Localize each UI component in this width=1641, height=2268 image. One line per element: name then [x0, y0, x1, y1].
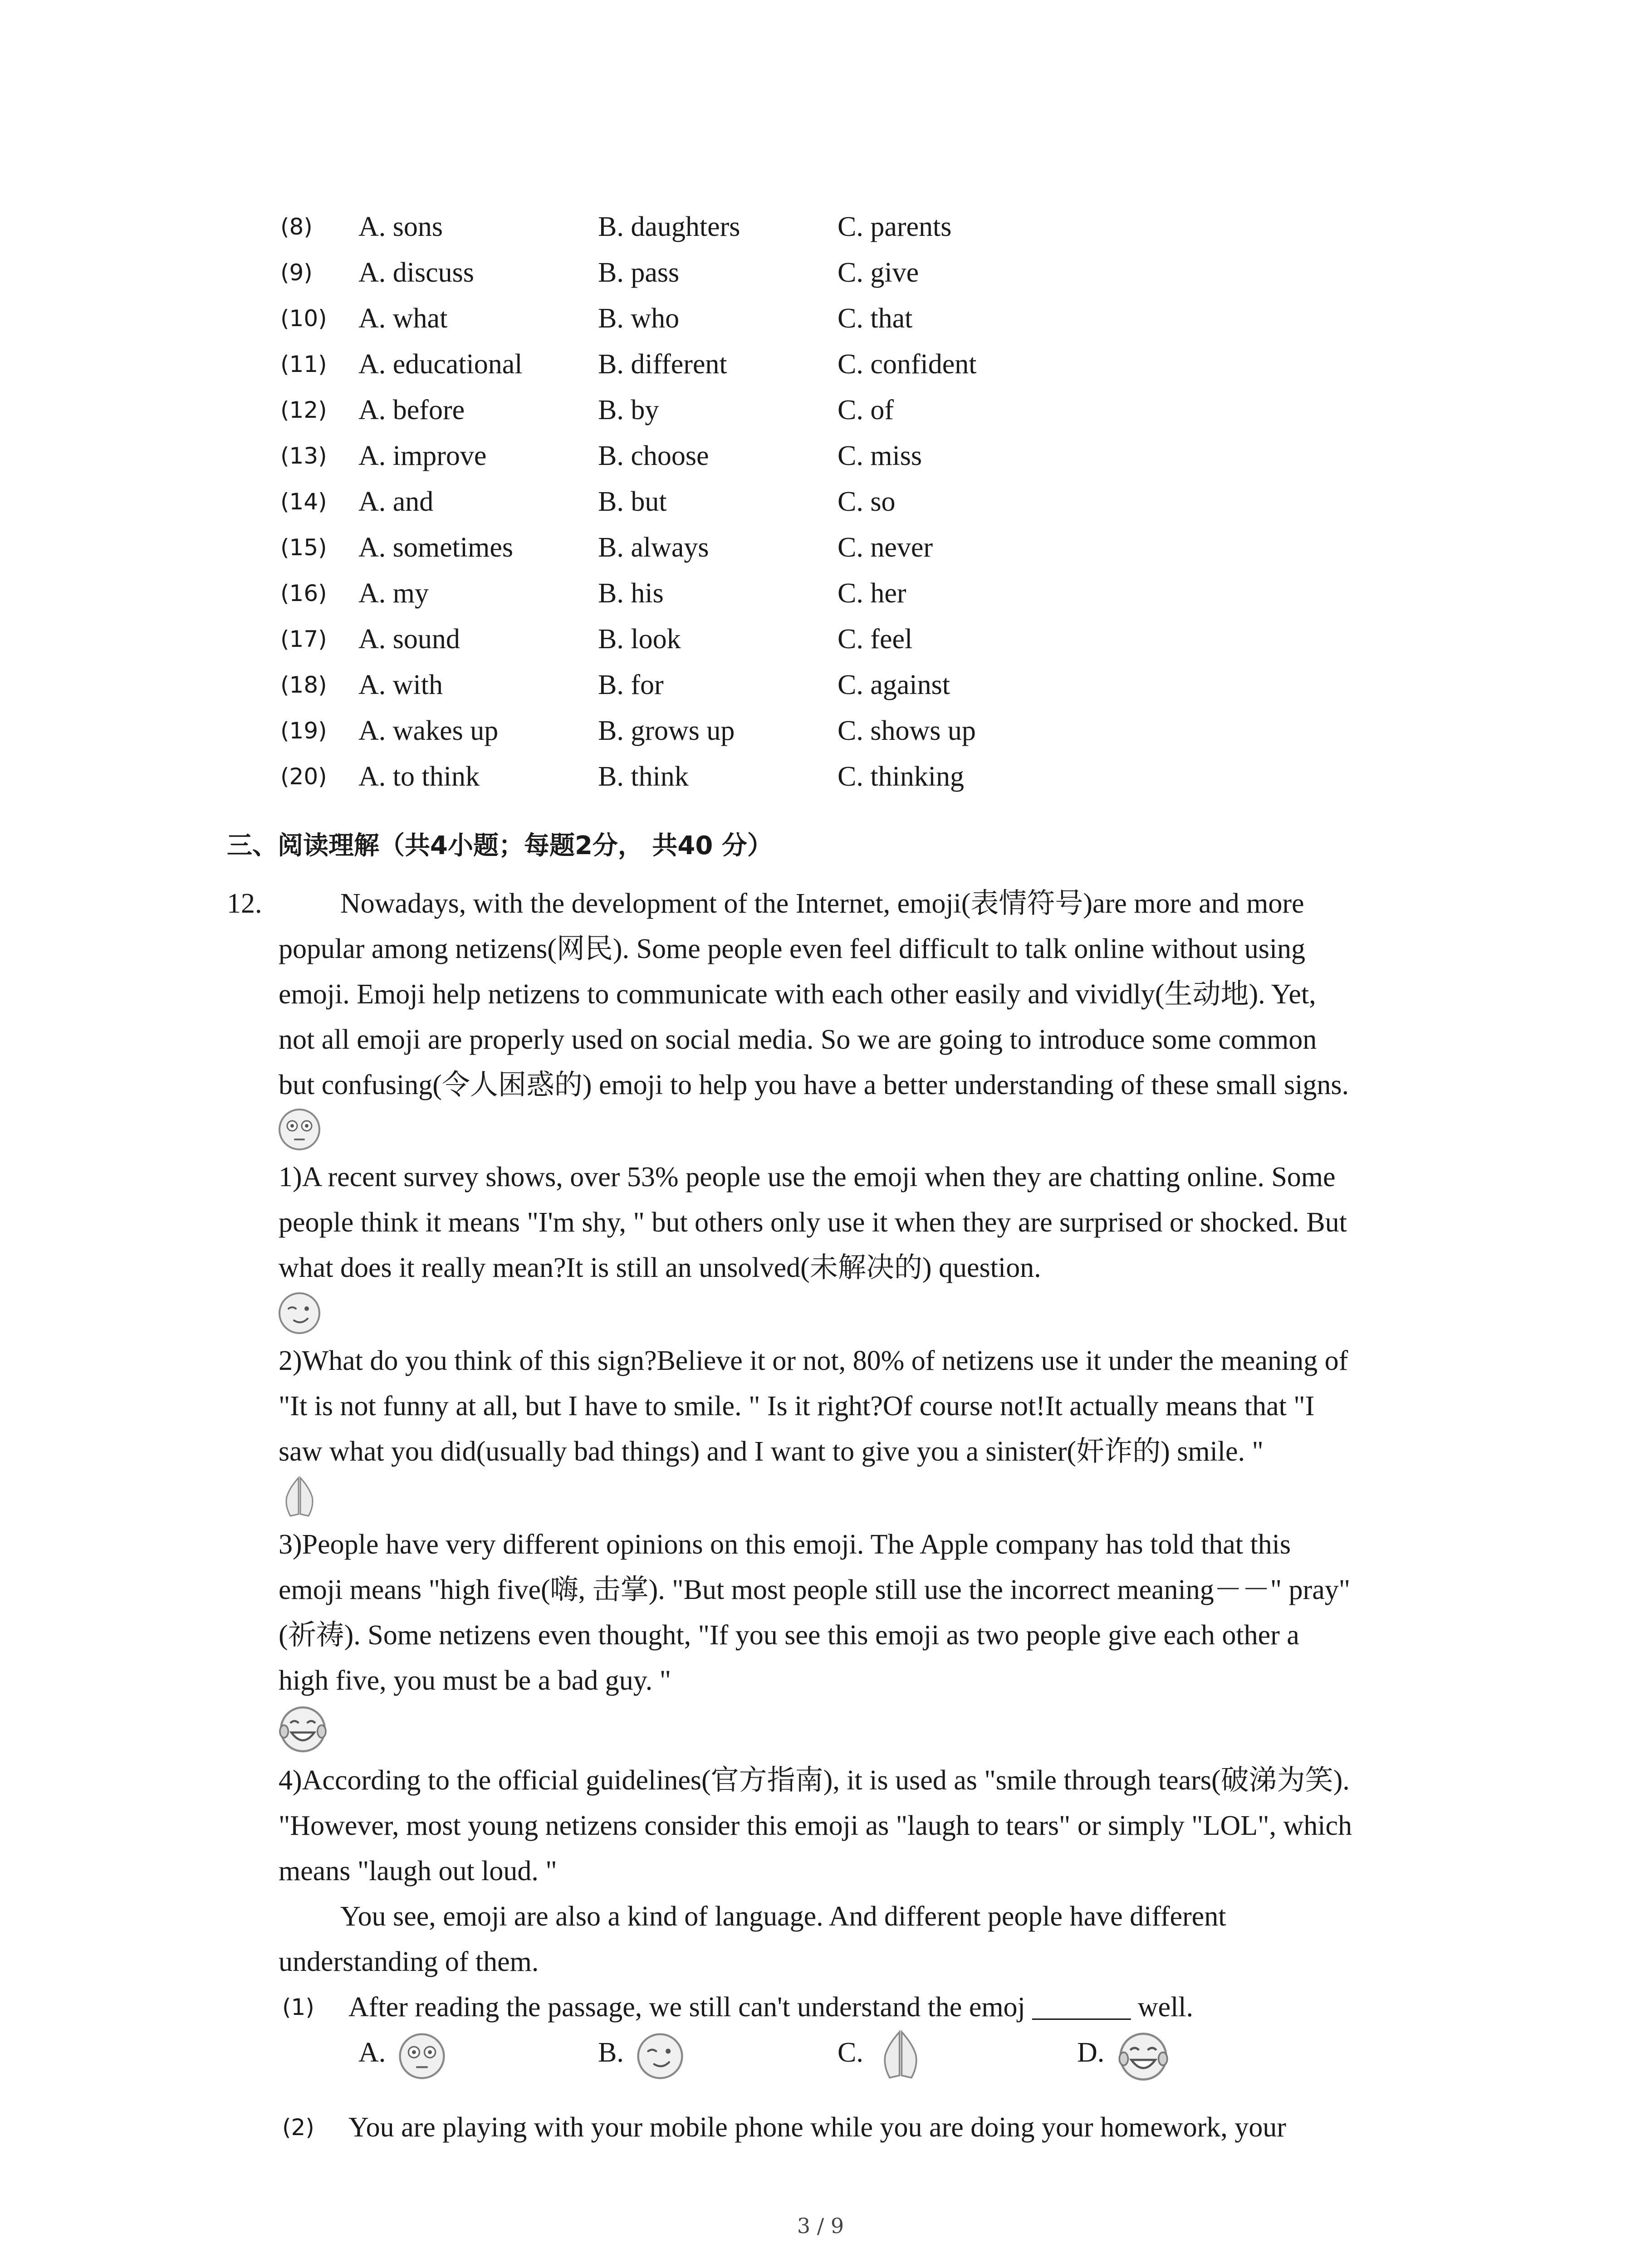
p4-line: means "laugh out loud. " — [279, 1856, 557, 1887]
folded-hands-icon — [873, 2028, 928, 2082]
page-number: 3 / 9 — [797, 2214, 844, 2238]
tears-of-joy-face-icon — [1116, 2029, 1171, 2084]
intro-line: popular among netizens(网民). Some people even feel difficult to talk online without using — [279, 934, 1306, 964]
option-b[interactable]: B. different — [598, 349, 727, 380]
section-title: 三、阅读理解（共4小题；每题2分， 共40 分） — [227, 831, 773, 860]
option-number: (17) — [280, 626, 327, 652]
p1-line: what does it really mean?It is still an unsolved(未解决的) question. — [279, 1252, 1041, 1283]
option-a[interactable]: A. before — [358, 395, 465, 425]
option-a[interactable]: A. sometimes — [358, 532, 513, 563]
p3-line: 3)People have very different opinions on this emoji. The Apple company has told that this — [279, 1529, 1291, 1560]
option-number: (16) — [280, 580, 327, 606]
option-b[interactable]: B. pass — [598, 257, 680, 288]
option-c[interactable]: C. feel — [838, 624, 913, 655]
folded-hands-icon — [277, 1474, 322, 1520]
option-a[interactable]: A. educational — [358, 349, 523, 380]
option-c[interactable]: C. that — [838, 303, 913, 334]
option-number: (10) — [280, 305, 327, 332]
choice-c-label[interactable]: C. — [838, 2037, 863, 2068]
option-a[interactable]: A. with — [358, 670, 443, 700]
option-c[interactable]: C. confident — [838, 349, 977, 380]
p1-line: 1)A recent survey shows, over 53% people use the emoji when they are chatting online. Some — [279, 1162, 1336, 1193]
option-b[interactable]: B. but — [598, 486, 667, 517]
intro-line: but confusing(令人困惑的) emoji to help you have a better understanding of these small signs. — [279, 1070, 1349, 1100]
option-number: (20) — [280, 763, 327, 790]
p2-line: "It is not funny at all, but I have to smile. " Is it right?Of course not!It actually means that "I — [279, 1391, 1315, 1422]
option-c[interactable]: C. of — [838, 395, 894, 425]
choice-d-label[interactable]: D. — [1077, 2037, 1105, 2068]
option-b[interactable]: B. who — [598, 303, 680, 334]
subquestion-1-number: (1) — [282, 1994, 314, 2020]
question-number: 12. — [227, 888, 262, 919]
option-number: (9) — [280, 259, 313, 286]
option-c[interactable]: C. so — [838, 486, 896, 517]
option-a[interactable]: A. and — [358, 486, 434, 517]
intro-line: not all emoji are properly used on social media. So we are going to introduce some common — [279, 1024, 1317, 1055]
p4-line: 4)According to the official guidelines(官方指南), it is used as "smile through tears(破涕为笑). — [279, 1765, 1350, 1796]
option-b[interactable]: B. for — [598, 670, 664, 700]
option-b[interactable]: B. look — [598, 624, 681, 655]
option-b[interactable]: B. daughters — [598, 211, 740, 242]
flushed-face-icon — [397, 2031, 447, 2081]
option-number: (18) — [280, 672, 327, 698]
option-c[interactable]: C. her — [838, 578, 906, 609]
option-a[interactable]: A. wakes up — [358, 715, 499, 746]
option-a[interactable]: A. my — [358, 578, 429, 609]
subquestion-1-text: After reading the passage, we still can't understand the emoj _______ well. — [348, 1992, 1194, 2023]
option-c[interactable]: C. thinking — [838, 761, 965, 792]
p2-line: 2)What do you think of this sign?Believe it or not, 80% of netizens use it under the meaning of — [279, 1345, 1348, 1376]
flushed-face-icon — [277, 1107, 322, 1152]
p2-line: saw what you did(usually bad things) and I want to give you a sinister(奸诈的) smile. " — [279, 1436, 1264, 1467]
option-b[interactable]: B. his — [598, 578, 664, 609]
option-b[interactable]: B. think — [598, 761, 689, 792]
option-number: (8) — [280, 214, 313, 240]
option-c[interactable]: C. parents — [838, 211, 952, 242]
p3-line: (祈祷). Some netizens even thought, "If you see this emoji as two people give each other a — [279, 1620, 1299, 1651]
option-number: (13) — [280, 443, 327, 469]
option-a[interactable]: A. discuss — [358, 257, 474, 288]
tears-of-joy-face-icon — [277, 1703, 329, 1755]
option-number: (12) — [280, 397, 327, 423]
choice-a-label[interactable]: A. — [358, 2037, 386, 2068]
option-a[interactable]: A. what — [358, 303, 448, 334]
subquestion-2-number: (2) — [282, 2114, 314, 2141]
closing-line: understanding of them. — [279, 1946, 539, 1977]
option-b[interactable]: B. choose — [598, 440, 709, 471]
smirk-wink-face-icon — [635, 2031, 685, 2081]
choice-b-label[interactable]: B. — [598, 2037, 624, 2068]
intro-line: Nowadays, with the development of the Internet, emoji(表情符号)are more and more — [340, 888, 1304, 919]
p1-line: people think it means "I'm shy, " but others only use it when they are surprised or shocked. But — [279, 1207, 1347, 1238]
option-a[interactable]: A. to think — [358, 761, 480, 792]
option-b[interactable]: B. grows up — [598, 715, 735, 746]
option-number: (19) — [280, 718, 327, 744]
option-c[interactable]: C. give — [838, 257, 919, 288]
intro-line: emoji. Emoji help netizens to communicate with each other easily and vividly(生动地). Yet, — [279, 979, 1316, 1010]
option-a[interactable]: A. sound — [358, 624, 460, 655]
p3-line: high five, you must be a bad guy. " — [279, 1665, 671, 1696]
option-c[interactable]: C. shows up — [838, 715, 976, 746]
option-c[interactable]: C. miss — [838, 440, 922, 471]
option-number: (15) — [280, 534, 327, 561]
closing-line: You see, emoji are also a kind of language. And different people have different — [340, 1901, 1226, 1932]
p4-line: "However, most young netizens consider this emoji as "laugh to tears" or simply "LOL", which — [279, 1810, 1352, 1841]
p3-line: emoji means "high five(嗨, 击掌). "But most people still use the incorrect meaning－－" pray" — [279, 1574, 1351, 1605]
option-number: (14) — [280, 489, 327, 515]
option-c[interactable]: C. against — [838, 670, 950, 700]
option-b[interactable]: B. always — [598, 532, 709, 563]
option-b[interactable]: B. by — [598, 395, 659, 425]
subquestion-2-text: You are playing with your mobile phone while you are doing your homework, your — [348, 2112, 1286, 2143]
option-c[interactable]: C. never — [838, 532, 933, 563]
option-number: (11) — [280, 351, 327, 377]
option-a[interactable]: A. improve — [358, 440, 487, 471]
option-a[interactable]: A. sons — [358, 211, 443, 242]
smirk-wink-face-icon — [277, 1290, 322, 1336]
